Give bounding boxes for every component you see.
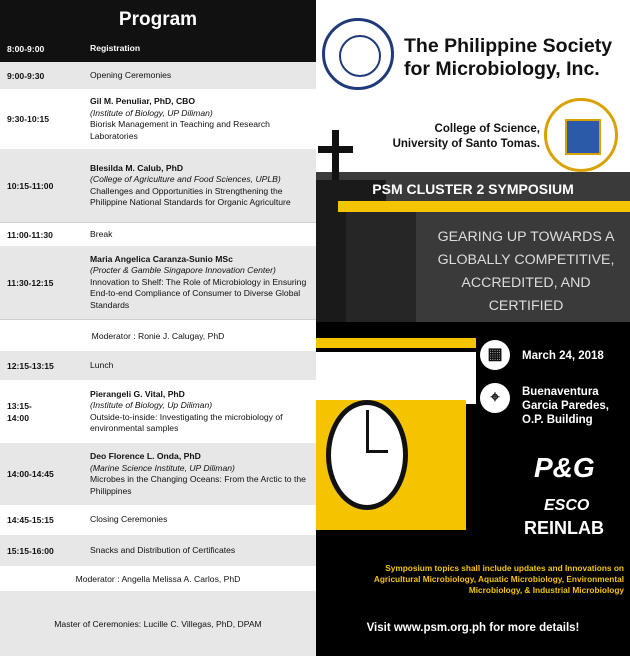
program-row-onda	[0, 443, 316, 505]
row-text: Closing Ceremonies	[90, 514, 168, 525]
speaker-name: Deo Florence L. Onda, PhD	[90, 451, 201, 461]
program-row-snacks	[0, 535, 316, 566]
sponsor-reinlab-logo: REINLAB	[524, 518, 604, 538]
venue-line: Buenaventura	[522, 386, 599, 398]
talk-title: Biorisk Management in Teaching and Research Laboratories	[90, 119, 270, 141]
program-row-vital	[0, 380, 316, 443]
theme-line: ACCREDITED, AND CERTIFIED	[461, 275, 591, 314]
program-row-registration	[0, 36, 316, 62]
talk-title: Challenges and Opportunities in Strengthening the Philippine National Standards for Organic Agriculture	[90, 185, 291, 207]
row-time: 15:15-16:00	[7, 545, 54, 556]
white-block	[316, 352, 476, 404]
row-time: 14:00-14:45	[7, 469, 54, 479]
talk-title: Outside-to-inside: Investigating the microbiology of environmental samples	[90, 411, 283, 433]
speaker-name: Pierangeli G. Vital, PhD	[90, 388, 185, 399]
row-time: 12:15-13:15	[7, 360, 54, 371]
row-text: Opening Ceremonies	[90, 69, 172, 80]
program-row-opening	[0, 62, 316, 89]
program-row-moderator-2	[0, 566, 316, 591]
org-line: for Microbiology, Inc.	[404, 58, 600, 80]
sponsor-esco-logo: ESCO	[544, 497, 590, 514]
ust-seal-icon	[544, 98, 618, 172]
speaker-name: Maria Angelica Caranza-Sunio MSc	[90, 253, 233, 264]
calendar-icon: ▦	[480, 340, 510, 370]
speaker-affiliation: (Institute of Biology, UP Diliman)	[90, 107, 213, 118]
sponsor-pg-logo: P&G	[534, 452, 595, 483]
venue-line: O.P. Building	[522, 414, 593, 426]
theme-line: GLOBALLY COMPETITIVE,	[437, 252, 615, 268]
event-venue	[522, 385, 609, 427]
organization-name	[404, 35, 628, 81]
building-silhouette	[346, 205, 416, 335]
row-text: Snacks and Distribution of Certificates	[90, 544, 236, 555]
row-text: Registration	[90, 43, 141, 54]
psm-logo-icon	[322, 18, 394, 90]
row-text: Break	[90, 228, 113, 239]
row-time: 11:00-11:30	[7, 229, 53, 240]
college-band	[316, 110, 630, 172]
org-line: The Philippine Society	[404, 35, 613, 57]
moderator-text: Moderator : Ronie J. Calugay, PhD	[91, 330, 225, 341]
poster-panel	[316, 0, 630, 656]
cross-bar	[318, 146, 353, 153]
row-time: 14:45-15:15	[7, 515, 54, 525]
speaker-name: Gil M. Penuliar, PhD, CBO	[90, 96, 196, 106]
talk-title: Microbes in the Changing Oceans: From the Arctic to the Philippines	[90, 474, 306, 496]
program-row-emcee	[0, 591, 316, 656]
row-time: 10:15-11:00	[7, 180, 54, 191]
program-row-penuliar	[0, 89, 316, 149]
venue-line: Garcia Paredes,	[522, 400, 609, 412]
moderator-text: Moderator : Angella Melissa A. Carlos, PhD	[75, 573, 241, 584]
speaker-affiliation: (College of Agriculture and Food Sciences, UPLB)	[90, 174, 281, 184]
poster-header	[316, 0, 630, 110]
row-time: 8:00-9:00	[7, 44, 45, 54]
program-row-caranza-sunio	[0, 246, 316, 319]
event-date: March 24, 2018	[522, 350, 604, 362]
location-pin-icon: ⌖	[480, 383, 510, 413]
program-row-lunch	[0, 351, 316, 380]
college-line: University of Santo Tomas.	[392, 138, 540, 150]
row-text: Lunch	[90, 359, 114, 370]
accent-bar	[316, 338, 476, 348]
visit-website: Visit www.psm.org.ph for more details!	[366, 622, 580, 634]
clock-hand	[366, 450, 388, 453]
row-time: 9:00-9:30	[7, 70, 45, 81]
row-time: 11:30-12:15	[7, 277, 54, 288]
clock-hand	[366, 410, 369, 450]
program-row-moderator-1	[0, 319, 316, 351]
program-row-calub	[0, 149, 316, 222]
program-row-break	[0, 222, 316, 246]
speaker-affiliation: (Marine Science Institute, UP Diliman)	[90, 462, 235, 473]
college-name	[370, 122, 540, 152]
symposium-title: PSM CLUSTER 2 SYMPOSIUM	[372, 181, 574, 197]
speaker-affiliation: (Procter & Gamble Singapore Innovation Center)	[90, 265, 276, 276]
college-line: College of Science,	[434, 123, 540, 135]
theme-line: GEARING UP TOWARDS A	[437, 229, 615, 245]
symposium-topics: Symposium topics shall include updates and Innovations on Agricultural Microbiology, Aquatic Microbiology, Environmental Microbiology, & Industrial Microbiology	[373, 563, 624, 595]
program-title: Program	[0, 0, 316, 36]
speaker-affiliation: (Institute of Biology, Up Diliman)	[90, 400, 213, 410]
emcee-text: Master of Ceremonies: Lucille C. Villegas, PhD, DPAM	[54, 618, 262, 629]
accent-bar	[338, 201, 630, 212]
program-row-closing	[0, 505, 316, 535]
row-time: 9:30-10:15	[7, 114, 50, 124]
talk-title: Innovation to Shelf: The Role of Microbiology in Ensuring End-to-end Compliance of Consumer to Diverse Global Standards	[90, 276, 307, 310]
row-time: 13:15- 14:00	[7, 400, 32, 423]
speaker-name: Blesilda M. Calub, PhD	[90, 162, 184, 173]
